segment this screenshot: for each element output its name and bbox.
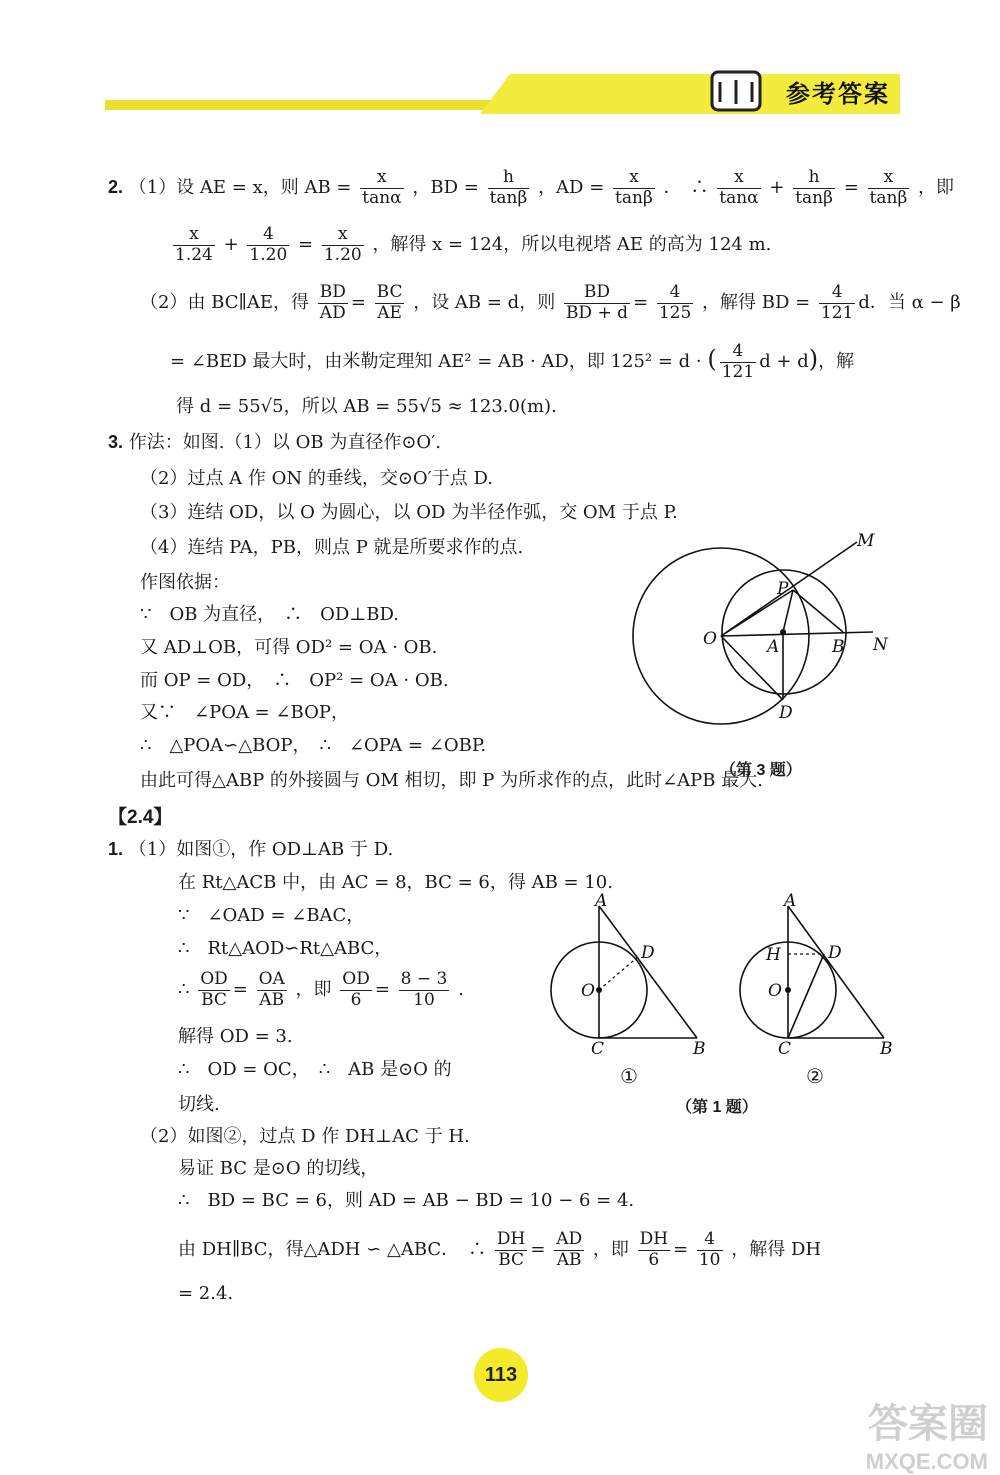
q1-line12: 由 DH∥BC，得△ADH ∽ △ABC． ∴ $\frac{DH}{BC}$ = $\frac{AD}{AB}$ ，即 $\frac{DH}{6}$ = $\frac{4}{10}$ ，解得 DH xyxy=(178,1229,822,1270)
fig1b-label-B: B xyxy=(880,1039,893,1059)
q3-line5: 作图依据： xyxy=(140,572,230,593)
section-heading: 【2.4】 xyxy=(108,807,173,828)
fig1b-label-H: H xyxy=(766,945,781,965)
q2-p2-line3: 得 d = 55√5，所以 AB = 55√5 ≈ 123.0(m). xyxy=(176,396,557,417)
q3-line4: （4）连结 PA，PB，则点 P 就是所要求作的点. xyxy=(140,537,524,558)
q2-line1: 2. （1）设 AE = x，则 AB = $\frac{x}{\tan\alpha}$ ，BD = $\frac{h}{\tan\beta}$ ，AD = $\frac{x}{\tan\beta}$ ． ∴ $\frac{x}{\tan\alpha}$ + $\frac{h}{\tan\beta}$ = $\frac{x}{\tan\beta}$ ，即 xyxy=(108,167,955,208)
q2-p2-line2: = ∠BED 最大时，由米勒定理知 AE² = AB · AD，即 125² = d · ( $\frac{4}{121}$ d + d)，解 xyxy=(170,341,855,382)
q3-line2: （2）过点 A 作 ON 的垂线，交⊙O′于点 D. xyxy=(140,468,494,489)
fig3-label-B: B xyxy=(832,637,845,657)
fig1-caption: （第 1 题） xyxy=(676,1099,758,1116)
fig1a-label-O: O xyxy=(581,981,595,1001)
watermark xyxy=(866,1392,988,1475)
q1-line13: = 2.4. xyxy=(178,1283,234,1304)
fig1b-label-D: D xyxy=(828,943,842,963)
figure-q1-2 xyxy=(730,892,900,1062)
fig1a-label-B: B xyxy=(693,1039,706,1059)
fig3-caption: （第 3 题） xyxy=(720,762,802,779)
fig1a-label-A: A xyxy=(595,892,608,911)
q1-line2: 在 Rt△ACB 中，由 AC = 8，BC = 6，得 AB = 10. xyxy=(178,872,613,893)
q2-p2-line1: （2）由 BC∥AE，得 $\frac{BD}{AD}$ = $\frac{BC}{AE}$ ，设 AB = d，则 $\frac{BD}{BD + d}$ = $\frac{4}{125}$ ，解得 BD = $\frac{4}{121}$ d．当 α − β xyxy=(140,282,961,323)
fig3-label-O: O xyxy=(703,629,717,649)
q1-line8: 切线. xyxy=(178,1094,220,1115)
watermark-top: 答案圈 xyxy=(868,1402,988,1446)
fig1a-label-C: C xyxy=(591,1039,605,1059)
figure-q3 xyxy=(625,528,895,748)
q1-line1: 1. （1）如图①，作 OD⊥AB 于 D. xyxy=(108,839,394,860)
q1-line9: （2）如图②，过点 D 作 DH⊥AC 于 H. xyxy=(140,1126,470,1147)
fig3-label-M: M xyxy=(857,531,875,551)
q1-line10: 易证 BC 是⊙O 的切线， xyxy=(178,1158,379,1179)
q1-line4: ∴ Rt△AOD∽Rt△ABC， xyxy=(178,938,393,959)
fig3-label-D: D xyxy=(779,703,793,723)
q3-line8: 而 OP = OD， ∴ OP² = OA · OB. xyxy=(140,670,449,691)
q3-line1: 3. 作法：如图.（1）以 OB 为直径作⊙O′. xyxy=(108,432,441,453)
header-title: 参考答案 xyxy=(786,79,890,108)
watermark-bottom: MXQE.COM xyxy=(865,1449,988,1474)
q2-line2: $\frac{x}{1.24}$ + $\frac{4}{1.20}$ = $\frac{x}{1.20}$ ，解得 x = 124，所以电视塔 AE 的高为 124 m. xyxy=(175,224,772,265)
q3-line10: ∴ △POA∽△BOP， ∴ ∠OPA = ∠OBP. xyxy=(140,735,487,756)
fig1b-label-A: A xyxy=(784,892,797,911)
fig3-label-N: N xyxy=(873,635,888,655)
fig1b-number: ② xyxy=(806,1064,824,1088)
q1-line7: ∴ OD = OC， ∴ AB 是⊙O 的 xyxy=(178,1059,452,1080)
q3-line11: 由此可得△ABP 的外接圆与 OM 相切，即 P 为所求作的点，此时∠APB 最大. xyxy=(140,770,763,791)
fig1b-label-O: O xyxy=(768,981,782,1001)
q3-line7: 又 AD⊥OB，可得 OD² = OA · OB. xyxy=(140,637,438,658)
q1-line5: ∴ $\frac{OD}{BC}$ = $\frac{OA}{AB}$ ，即 $\frac{OD}{6}$ = $\frac{8 - 3}{10}$ . xyxy=(178,969,464,1010)
q3-line3: （3）连结 OD，以 O 为圆心，以 OD 为半径作弧，交 OM 于点 P. xyxy=(140,502,678,523)
figure-q1-1 xyxy=(545,892,715,1062)
q3-line6: ∵ OB 为直径， ∴ OD⊥BD. xyxy=(140,604,400,625)
fig3-label-A: A xyxy=(767,637,780,657)
q1-line3: ∵ ∠OAD = ∠BAC， xyxy=(178,905,365,926)
q3-line9: 又∵ ∠POA = ∠BOP， xyxy=(140,702,349,723)
fig3-label-P: P xyxy=(777,579,789,599)
fig1a-number: ① xyxy=(620,1064,638,1088)
q1-line6: 解得 OD = 3. xyxy=(178,1026,293,1047)
page-number: 113 xyxy=(474,1348,528,1402)
q1-line11: ∴ BD = BC = 6，则 AD = AB − BD = 10 − 6 = 4. xyxy=(178,1190,635,1211)
fig1a-label-D: D xyxy=(641,943,655,963)
fig1b-label-C: C xyxy=(778,1039,792,1059)
